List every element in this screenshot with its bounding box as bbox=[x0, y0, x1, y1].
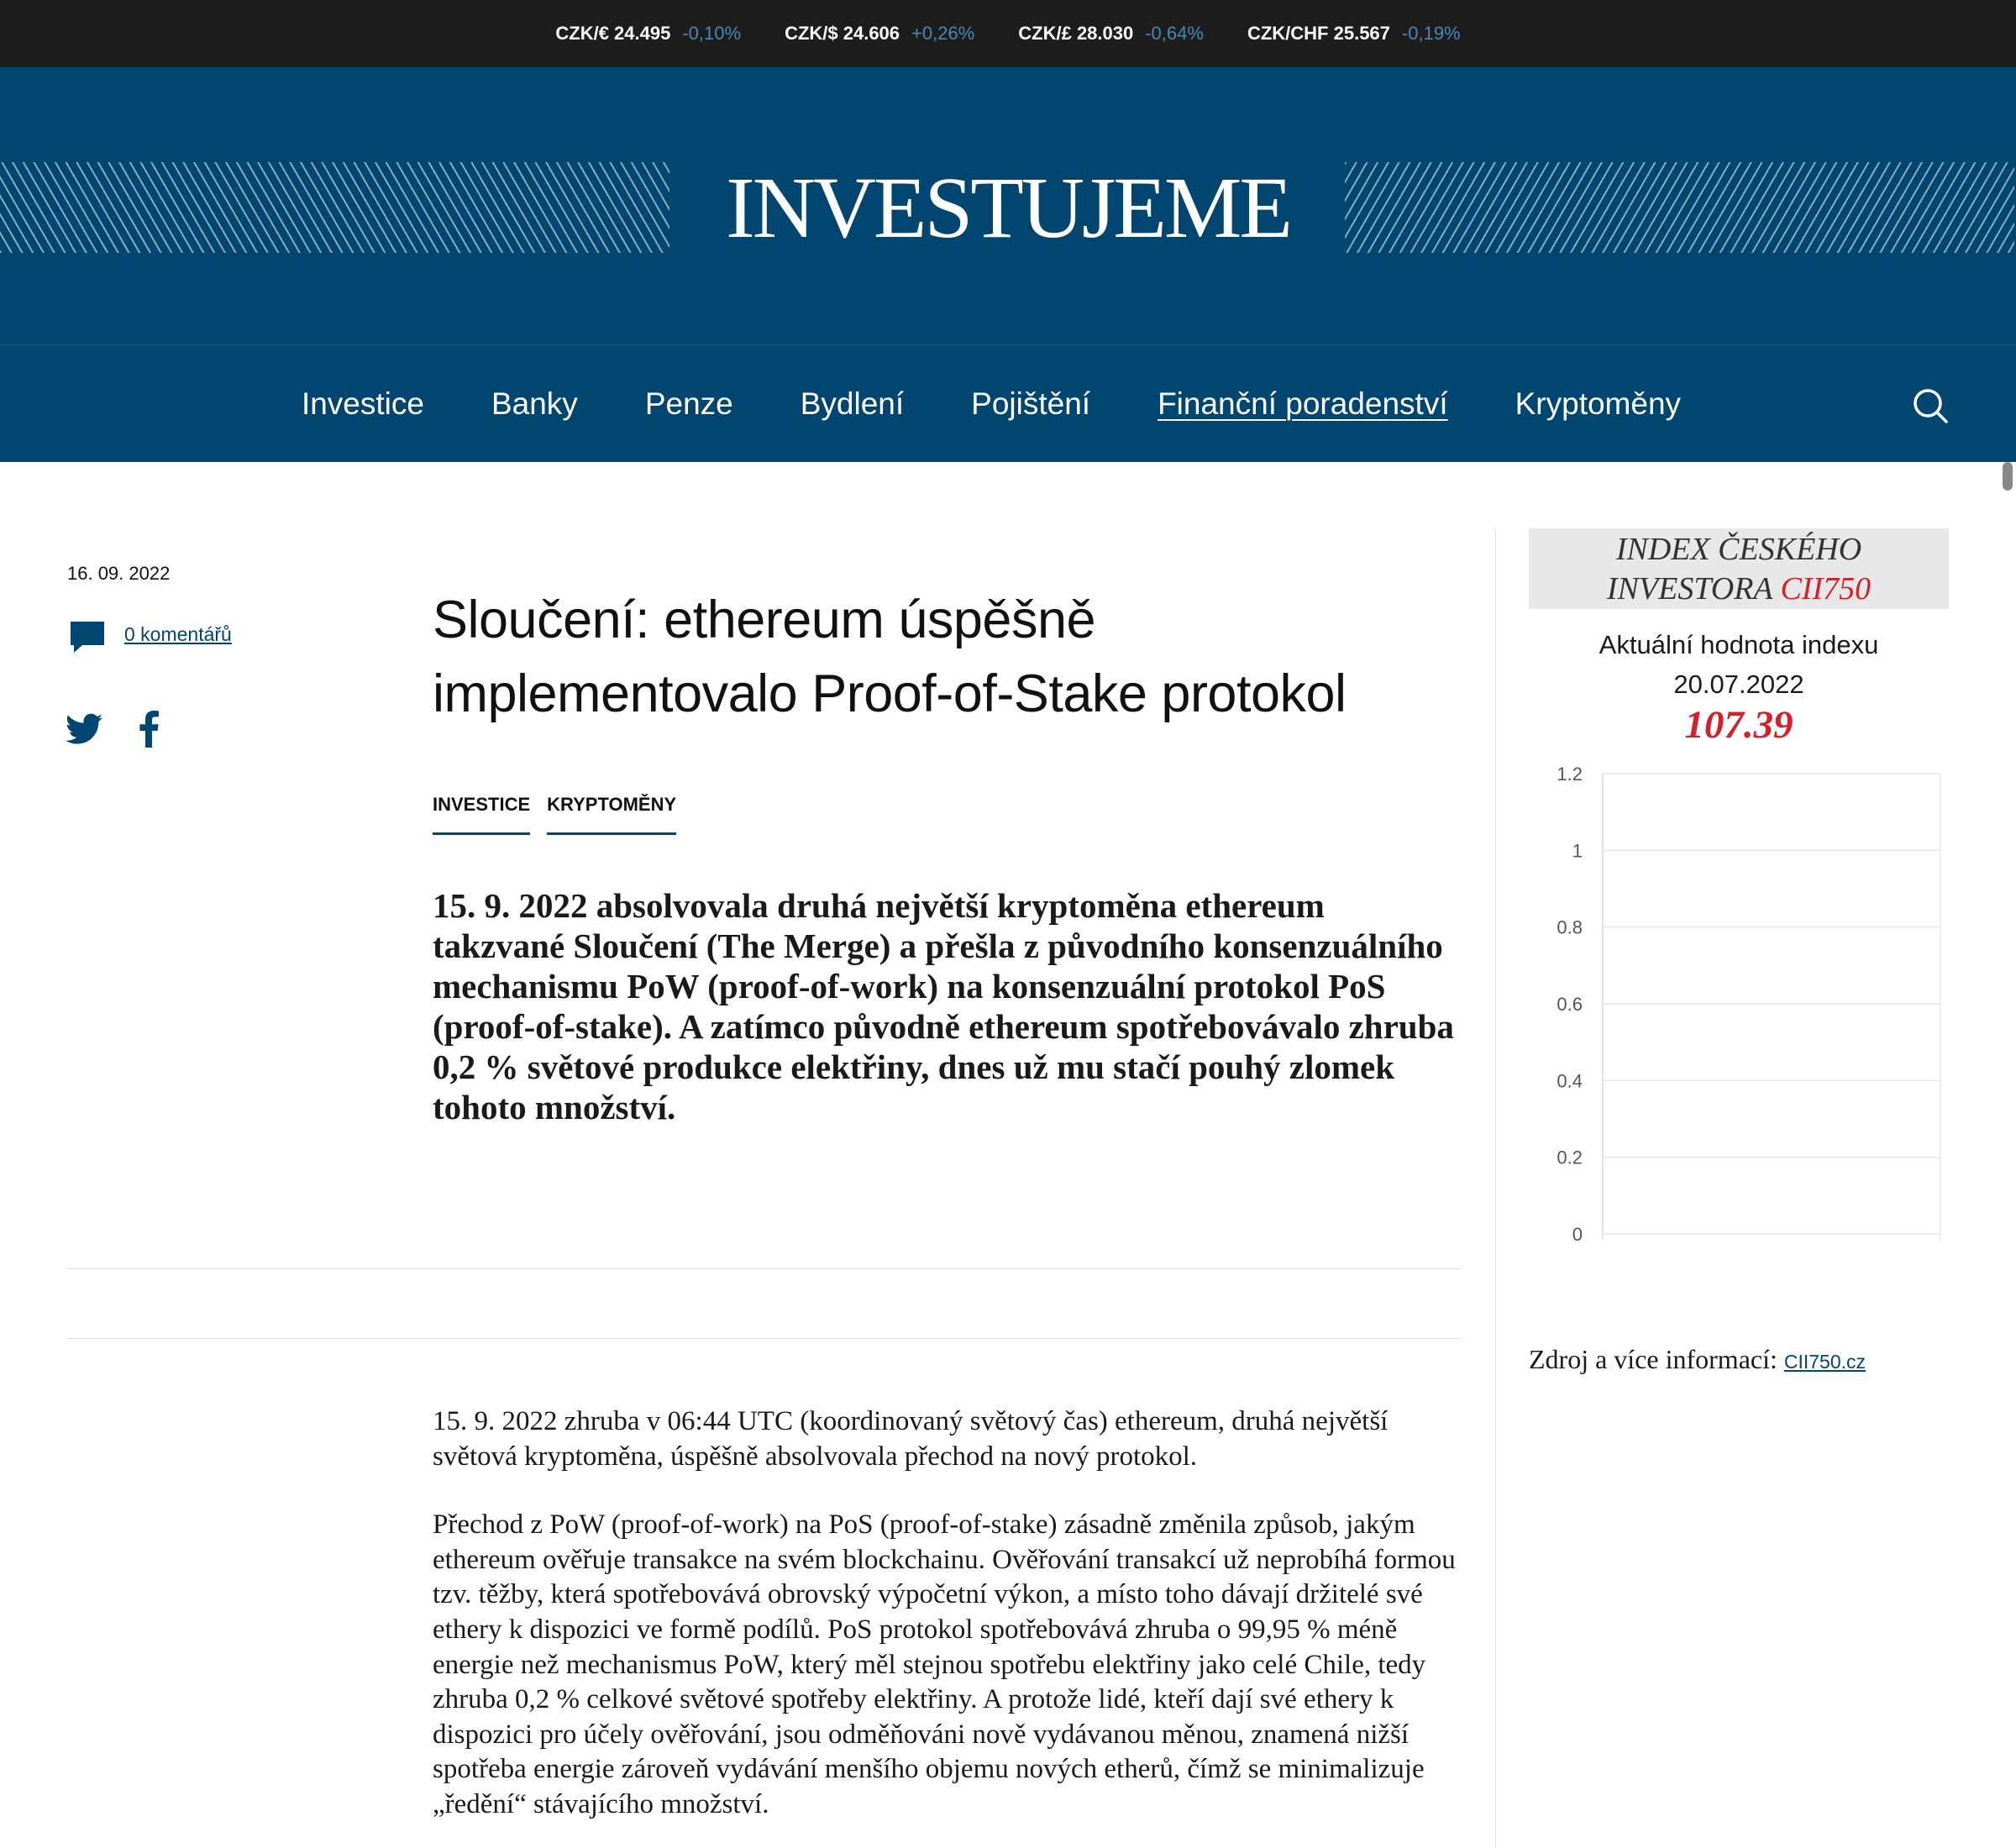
chart-y-tick-label: 0 bbox=[1572, 1224, 1583, 1245]
nav-item-penze[interactable]: Penze bbox=[644, 386, 733, 421]
index-widget-title bbox=[1529, 528, 1949, 609]
ticker-change: -0,64% bbox=[1145, 23, 1204, 44]
nav-menu bbox=[0, 345, 2016, 463]
index-subtitle: Aktuální hodnota indexu bbox=[1599, 630, 1879, 659]
article-body bbox=[433, 1404, 1462, 1848]
tag-investice[interactable]: INVESTICE bbox=[433, 794, 530, 835]
main-navigation bbox=[0, 344, 2016, 462]
index-title-word: INVESTORA bbox=[1606, 571, 1772, 606]
ticker-change: -0,10% bbox=[682, 23, 742, 44]
source-label: Zdroj a více informací: bbox=[1529, 1344, 1777, 1374]
article-date: 16. 09. 2022 bbox=[67, 563, 171, 584]
index-value: 107.39 bbox=[1684, 703, 1793, 747]
nav-item-financni-poradenstvi[interactable]: Finanční poradenství bbox=[1158, 386, 1448, 421]
index-title-line2 bbox=[1529, 570, 1949, 609]
ticker-item-usd bbox=[785, 23, 974, 45]
scrollbar-thumb[interactable] bbox=[2003, 462, 2013, 491]
chart-y-tick-label: 1 bbox=[1572, 840, 1583, 862]
divider bbox=[67, 1268, 1462, 1269]
ticker-pair: CZK/$ 24.606 bbox=[785, 23, 900, 44]
currency-ticker bbox=[0, 0, 2016, 67]
chart-y-tick-label: 0.6 bbox=[1557, 994, 1583, 1015]
source-link[interactable]: CII750.cz bbox=[1783, 1351, 1866, 1373]
twitter-icon[interactable] bbox=[66, 712, 102, 746]
index-date: 20.07.2022 bbox=[1673, 669, 1804, 699]
ticker-item-eur bbox=[555, 23, 741, 45]
nav-item-pojisteni[interactable]: Pojištění bbox=[971, 386, 1091, 421]
masthead bbox=[0, 67, 2016, 344]
decorative-hatch-left bbox=[0, 162, 669, 253]
search-icon[interactable] bbox=[1912, 387, 1949, 424]
nav-item-kryptomeny[interactable]: Kryptoměny bbox=[1515, 386, 1682, 421]
tag-kryptomeny[interactable]: KRYPTOMĚNY bbox=[547, 794, 676, 835]
decorative-hatch-right bbox=[1345, 162, 2014, 253]
comment-icon[interactable] bbox=[69, 620, 106, 654]
article-paragraph: Přechod z PoW (proof-of-work) na PoS (proof-of-stake) zásadně změnila způsob, jakým ethereum ověřuje transakce na svém blockchainu. Ověřování transakcí už neprobíhá formou tzv. těžby, která spotřebovává obrovský výpočetní výkon, a místo toho dávají držitelé své ethery k dispozici ve formě podílů. PoS protokol spotřebovává zhruba o 99,95 % méně energie než mechanismus PoW, který měl stejnou spotřebu elektřiny jako celé Chile, tedy zhruba 0,2 % celkové světové spotřeby elektřiny. A protože lidé, kteří dají své ethery k dispozici pro účely ověřování, jsou odměňováni nově vydávanou měnou, znamená nižší spotřeba energie zároveň vydávání menšího objemu nových etherů, čímž se minimalizuje „ředění“ stávajícího množství. bbox=[433, 1509, 1456, 1819]
ticker-item-gbp bbox=[1018, 23, 1204, 45]
chart-y-tick-label: 0.4 bbox=[1557, 1070, 1583, 1092]
chart-y-tick-label: 0.8 bbox=[1557, 916, 1583, 938]
index-code: CII750 bbox=[1780, 571, 1872, 606]
divider bbox=[67, 1338, 1462, 1339]
sidebar-divider bbox=[1495, 528, 1496, 1848]
chart-y-tick-label: 1.2 bbox=[1557, 764, 1583, 785]
ticker-pair: CZK/£ 28.030 bbox=[1018, 23, 1134, 44]
ticker-pair: CZK/CHF 25.567 bbox=[1247, 23, 1390, 44]
nav-item-bydleni[interactable]: Bydlení bbox=[800, 386, 905, 421]
ticker-change: -0,19% bbox=[1401, 23, 1461, 44]
nav-item-banky[interactable]: Banky bbox=[491, 386, 578, 421]
index-source bbox=[1529, 1344, 1866, 1375]
chart-y-tick-label: 0.2 bbox=[1557, 1147, 1583, 1168]
facebook-icon[interactable] bbox=[138, 711, 160, 748]
article-lead: 15. 9. 2022 absolvovala druhá největší kryptoměna ethereum takzvané Sloučení (The Merge) a přešla z původního konsenzuálního mechanismu PoW (proof-of-work) na konsenzuální protokol PoS (proof-of-stake). A zatímco původně ethereum spotřebovávalo zhruba 0,2 % světové produkce elektřiny, dnes už mu stačí pouhý zlomek tohoto množství. bbox=[433, 886, 1454, 1126]
article-paragraph: 15. 9. 2022 zhruba v 06:44 UTC (koordinovaný světový čas) ethereum, druhá největší světová kryptoměna, úspěšně absolvovala přechod na nový protokol. bbox=[433, 1406, 1389, 1472]
article-tags bbox=[433, 794, 676, 835]
ticker-change: +0,26% bbox=[911, 23, 975, 44]
comments-link[interactable]: 0 komentářů bbox=[124, 623, 232, 645]
ticker-item-chf bbox=[1247, 23, 1461, 45]
index-title-line1: INDEX ČESKÉHO bbox=[1615, 532, 1862, 567]
ticker-pair: CZK/€ 24.495 bbox=[555, 23, 671, 44]
article-title: Sloučení: ethereum úspěšně implementovalo Proof-of-Stake protokol bbox=[433, 591, 1347, 723]
index-chart bbox=[1529, 756, 1949, 1260]
index-widget-subtitle bbox=[1529, 625, 1949, 704]
site-logo[interactable]: INVESTUJEME bbox=[726, 160, 1290, 256]
nav-item-investice[interactable]: Investice bbox=[301, 386, 424, 421]
